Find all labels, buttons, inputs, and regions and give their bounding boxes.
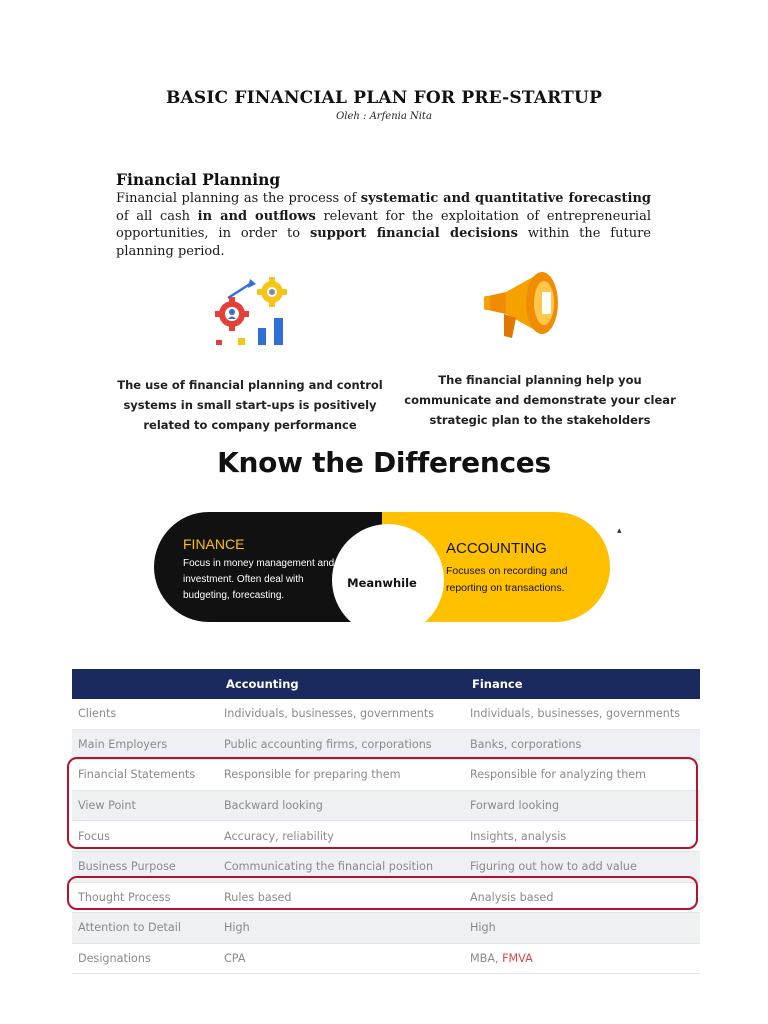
table-cell: Forward looking: [464, 790, 700, 821]
right-caption: The financial planning help you communicate and demonstrate your clear strategic plan to the stakeholders: [404, 373, 676, 427]
table-cell: High: [218, 913, 464, 944]
designation-fmva: FMVA: [502, 952, 533, 966]
highlight-box-thought-process: [67, 876, 698, 910]
highlight-box-statements: [67, 757, 698, 849]
table-cell: Designations: [72, 943, 218, 974]
table-cell: Backward looking: [218, 790, 464, 821]
table-cell: Public accounting firms, corporations: [218, 729, 464, 760]
table-cell: Responsible for analyzing them: [464, 760, 700, 791]
table-cell: Rules based: [218, 882, 464, 913]
table-cell: Focus: [72, 821, 218, 852]
center-label: Meanwhile: [347, 576, 417, 590]
table-cell: Responsible for preparing them: [218, 760, 464, 791]
table-cell: Banks, corporations: [464, 729, 700, 760]
finance-description: Focus in money management and investment. Often deal with budgeting, forecasting.: [183, 558, 335, 601]
table-cell: Main Employers: [72, 729, 218, 760]
table-row: [72, 943, 700, 974]
table-row: [72, 729, 700, 760]
document-author: Oleh : Arfenia Nita: [336, 111, 432, 122]
accounting-description: Focuses on recording and reporting on transactions.: [446, 565, 568, 594]
table-header-cell: Finance: [464, 669, 700, 699]
designation-mba: MBA,: [470, 952, 503, 966]
table-cell: Financial Statements: [72, 760, 218, 791]
table-header-row: [72, 669, 700, 699]
left-caption: The use of financial planning and control systems in small start-ups is positively related to company performance: [117, 378, 383, 432]
table-cell: Individuals, businesses, governments: [218, 699, 464, 729]
table-cell: Accuracy, reliability: [218, 821, 464, 852]
table-cell: [464, 943, 700, 974]
differences-title: Know the Differences: [217, 446, 551, 479]
growth-gears-icon: [210, 276, 292, 348]
table-cell: Attention to Detail: [72, 913, 218, 944]
table-cell: Analysis based: [464, 882, 700, 913]
section-paragraph: Financial planning as the process of systematic and quantitative forecasting of all cash in and outflows relevant for the exploitation of entrepreneurial opportunities, in order to support financial decisions within the future planning period.: [116, 191, 651, 259]
table-cell: Communicating the financial position: [218, 851, 464, 882]
accounting-title: ACCOUNTING: [446, 540, 547, 557]
cursor-icon: ▴: [617, 526, 622, 536]
table-cell: Business Purpose: [72, 851, 218, 882]
table-cell: View Point: [72, 790, 218, 821]
table-row: [72, 913, 700, 944]
table-row: [72, 699, 700, 729]
table-header-cell: Accounting: [218, 669, 464, 699]
table-cell: High: [464, 913, 700, 944]
megaphone-icon: [482, 266, 566, 346]
table-header-cell: [72, 669, 218, 699]
document-title: BASIC FINANCIAL PLAN FOR PRE-STARTUP: [165, 88, 603, 108]
section-heading: Financial Planning: [116, 170, 281, 189]
table-cell: CPA: [218, 943, 464, 974]
table-cell: Individuals, businesses, governments: [464, 699, 700, 729]
table-cell: Figuring out how to add value: [464, 851, 700, 882]
table-cell: Thought Process: [72, 882, 218, 913]
table-cell: Insights, analysis: [464, 821, 700, 852]
finance-title: FINANCE: [183, 536, 245, 552]
table-cell: Clients: [72, 699, 218, 729]
